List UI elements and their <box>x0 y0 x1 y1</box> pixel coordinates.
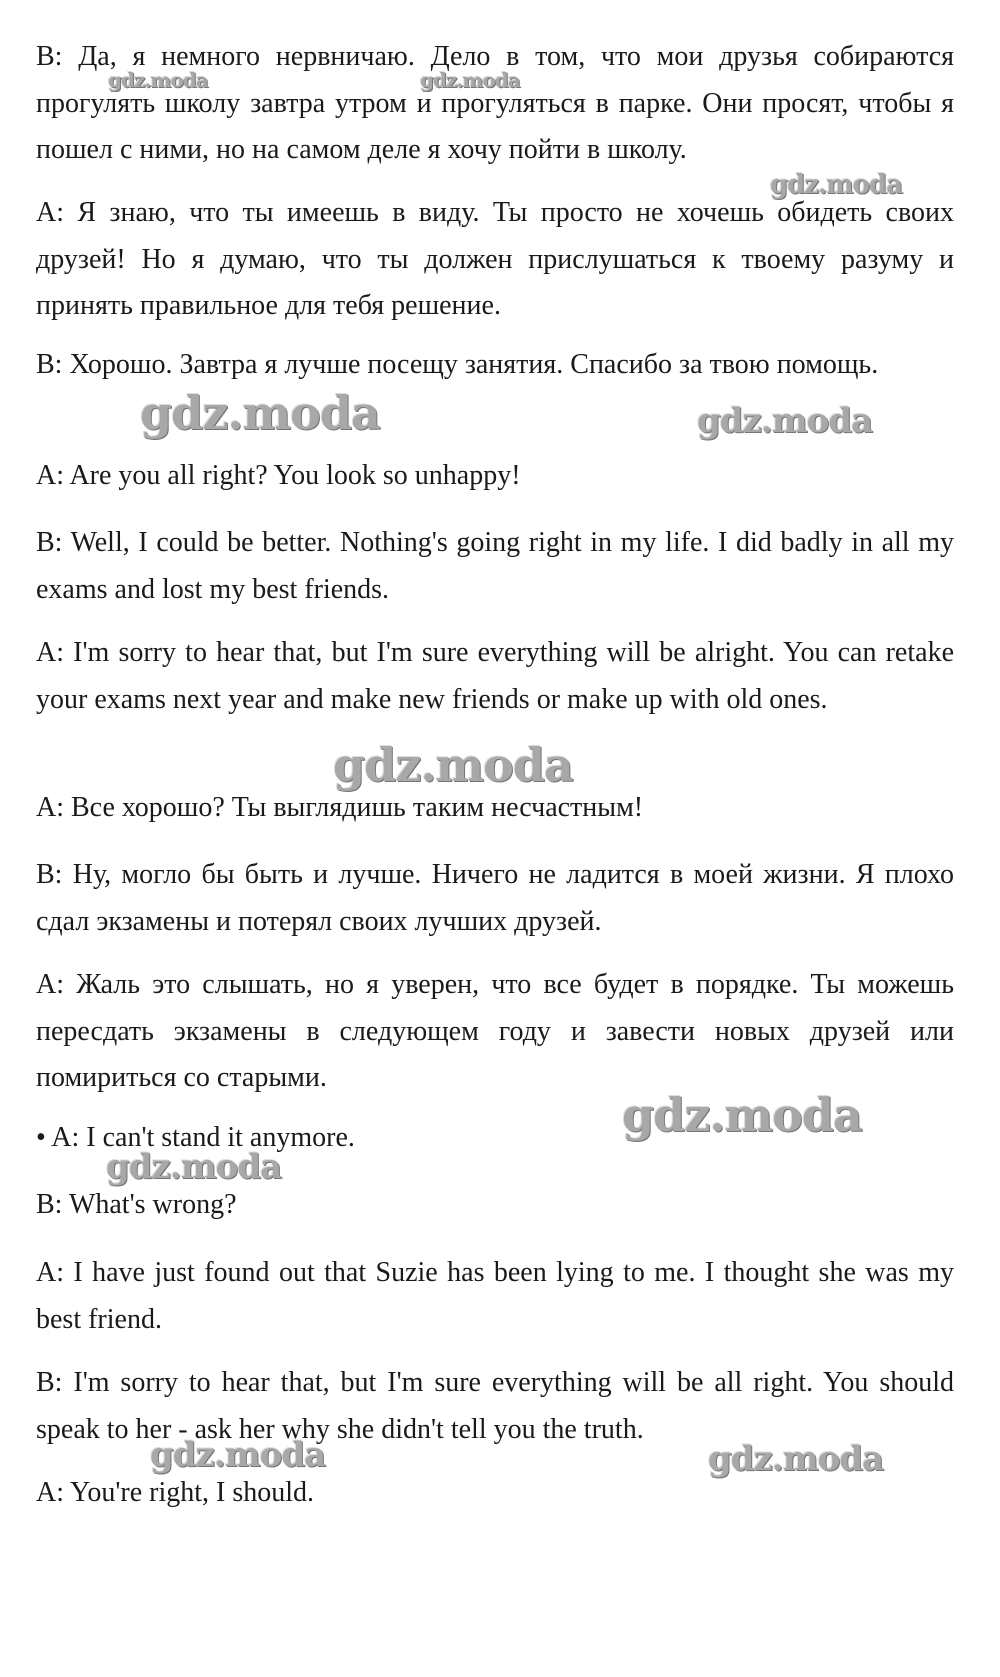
dialogue-paragraph-4: A: Are you all right? You look so unhappy! <box>36 460 521 491</box>
watermark-logo: gdz.moda <box>150 1435 326 1475</box>
dialogue-paragraph-9: A: Жаль это слышать, но я уверен, что все будет в порядке. Ты можешь пересдать экзамены в следующем году и завести новых друзей или помириться со старыми. <box>36 969 954 1093</box>
dialogue-paragraph-12: A: I have just found out that Suzie has been lying to me. I thought she was my best friend. <box>36 1257 954 1335</box>
dialogue-paragraph-13: B: I'm sorry to hear that, but I'm sure everything will be all right. You should speak to her - ask her why she didn't tell you the truth. <box>36 1367 954 1445</box>
dialogue-paragraph-3: B: Хорошо. Завтра я лучше посещу занятия. Спасибо за твою помощь. <box>36 349 879 380</box>
watermark-logo: gdz.moda <box>108 68 208 92</box>
watermark-logo: gdz.moda <box>333 738 573 792</box>
watermark-logo: gdz.moda <box>708 1439 884 1479</box>
dialogue-paragraph-11: B: What's wrong? <box>36 1189 237 1220</box>
watermark-logo: gdz.moda <box>770 170 903 200</box>
dialogue-paragraph-7: A: Все хорошо? Ты выглядишь таким несчастным! <box>36 792 644 823</box>
watermark-logo: gdz.moda <box>622 1088 862 1142</box>
dialogue-paragraph-10: • A: I can't stand it anymore. <box>36 1122 355 1153</box>
dialogue-paragraph-14: A: You're right, I should. <box>36 1477 315 1508</box>
watermark-logo: gdz.moda <box>140 386 380 440</box>
dialogue-paragraph-8: B: Ну, могло бы быть и лучше. Ничего не ладится в моей жизни. Я плохо сдал экзамены и потерял своих лучших друзей. <box>36 859 954 937</box>
watermark-logo: gdz.moda <box>420 68 520 92</box>
dialogue-paragraph-2: A: Я знаю, что ты имеешь в виду. Ты просто не хочешь обидеть своих друзей! Но я думаю, что ты должен прислушаться к твоему разуму и принять правильное для тебя решение. <box>36 197 954 321</box>
dialogue-paragraph-1: B: Да, я немного нервничаю. Дело в том, что мои друзья собираются прогулять школу завтра утром и прогуляться в парке. Они просят, чтобы я пошел с ними, но на самом деле я хочу пойти в школу. <box>36 41 954 165</box>
dialogue-paragraph-5: B: Well, I could be better. Nothing's going right in my life. I did badly in all my exams and lost my best friends. <box>36 527 954 605</box>
watermark-logo: gdz.moda <box>697 401 873 441</box>
dialogue-paragraph-6: A: I'm sorry to hear that, but I'm sure everything will be alright. You can retake your exams next year and make new friends or make up with old ones. <box>36 637 954 715</box>
watermark-logo: gdz.moda <box>106 1147 282 1187</box>
